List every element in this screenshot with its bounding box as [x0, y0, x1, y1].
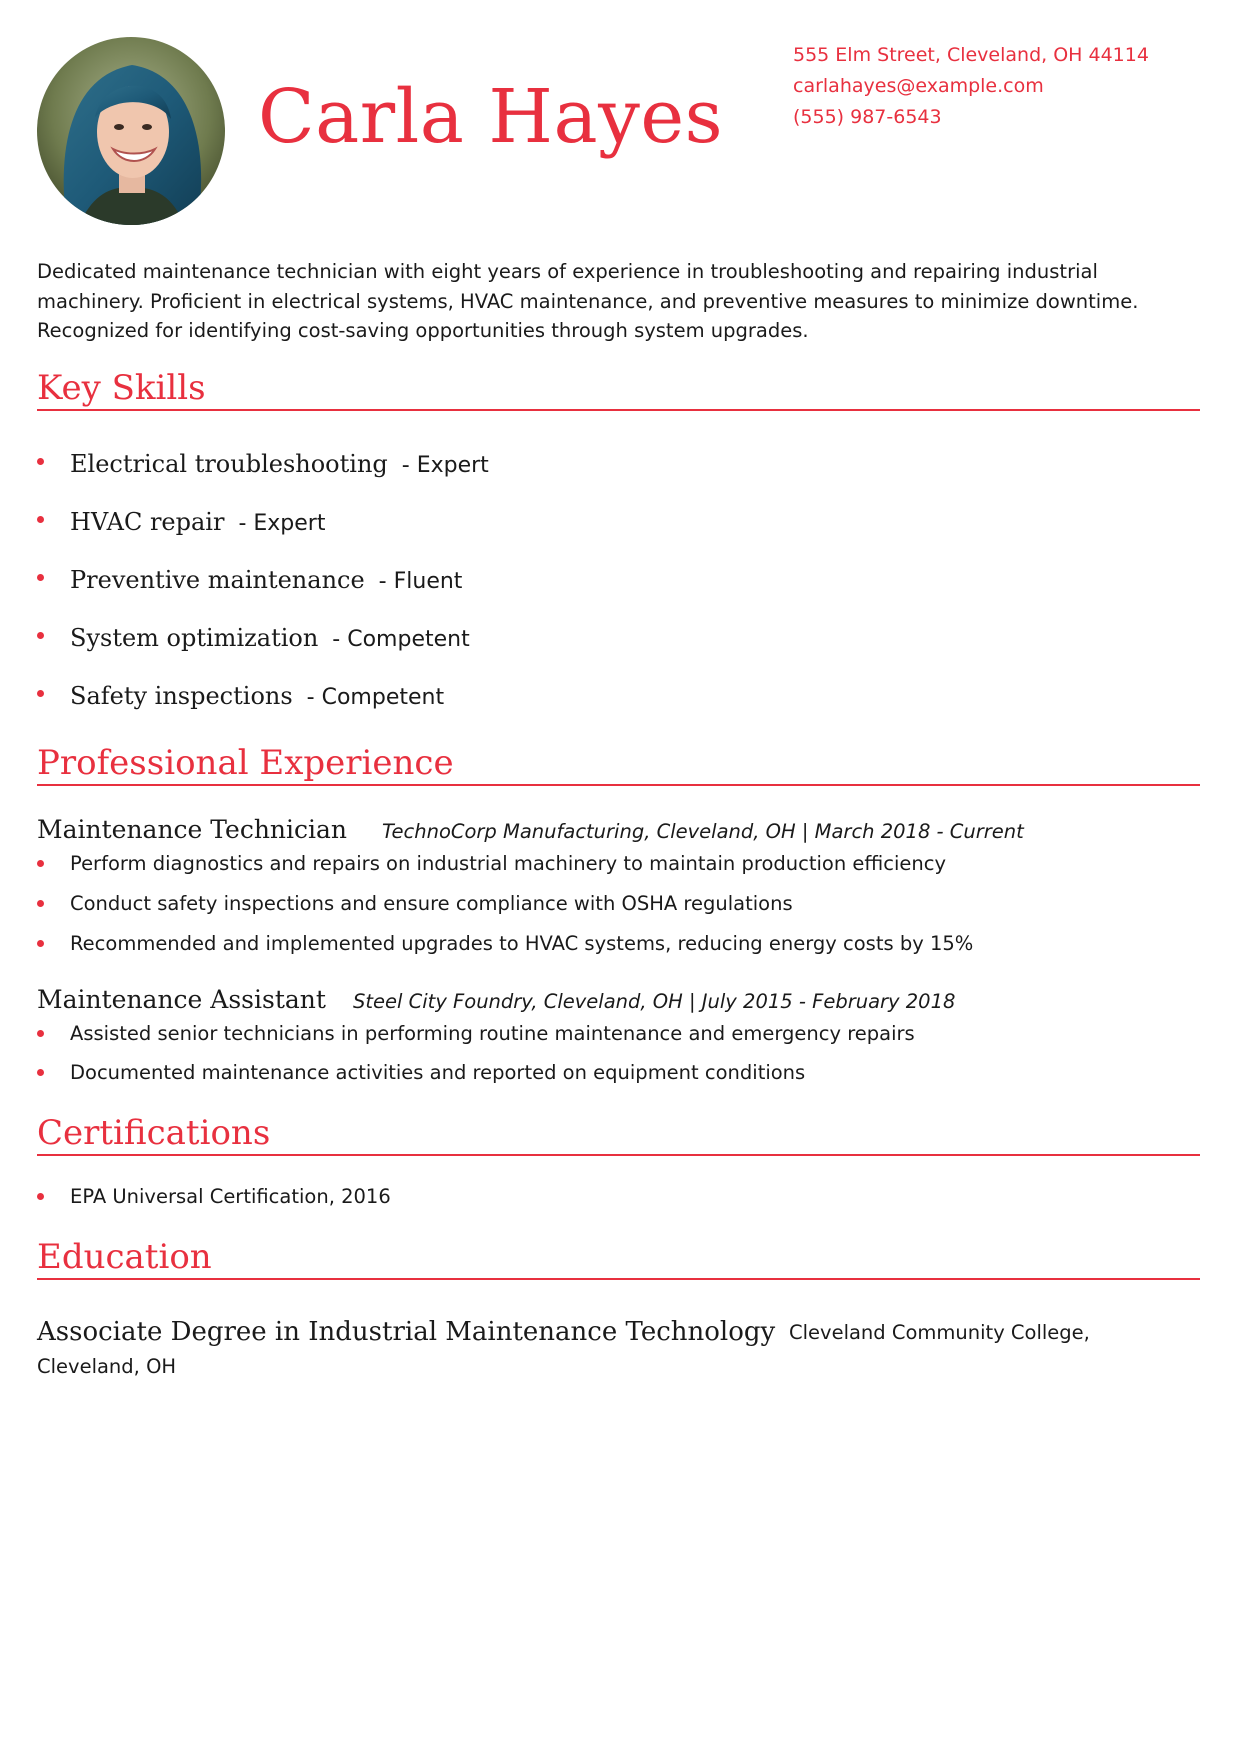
- experience-heading: Professional Experience: [37, 743, 454, 783]
- bullet-icon: [37, 632, 44, 639]
- school-name: Cleveland Community College,: [789, 1321, 1090, 1344]
- skill-item: [70, 624, 470, 652]
- bullet-icon: [37, 1030, 44, 1037]
- degree-name: Associate Degree in Industrial Maintenance Technology: [37, 1317, 776, 1347]
- job-meta: Steel City Foundry, Cleveland, OH | July 2015 - February 2018: [353, 990, 956, 1013]
- bullet-icon: [37, 690, 44, 697]
- job-bullet: Perform diagnostics and repairs on industrial machinery to maintain production efficiency: [70, 852, 946, 875]
- candidate-name: Carla Hayes: [258, 74, 724, 160]
- skill-name: Safety inspections: [70, 682, 293, 710]
- skill-level: - Expert: [401, 453, 489, 478]
- certification-item: EPA Universal Certification, 2016: [70, 1185, 391, 1208]
- job-title: Maintenance Assistant: [37, 985, 326, 1014]
- profile-summary: Dedicated maintenance technician with eight years of experience in troubleshooting and repairing industrial machinery. Proficient in electrical systems, HVAC maintenance, and preventive measures to minimize downtime. Recognized for identifying cost-saving opportunities through system upgrades.: [37, 260, 1139, 342]
- job-bullet: Conduct safety inspections and ensure compliance with OSHA regulations: [70, 892, 793, 915]
- bullet-icon: [37, 1069, 44, 1076]
- skills-heading: Key Skills: [37, 368, 206, 408]
- bullet-icon: [37, 900, 44, 907]
- bullet-icon: [37, 574, 44, 581]
- skill-level: - Fluent: [378, 569, 463, 594]
- bullet-icon: [37, 516, 44, 523]
- skill-name: Electrical troubleshooting: [70, 450, 388, 478]
- section-divider: [37, 1278, 1200, 1280]
- education-heading: Education: [37, 1237, 212, 1277]
- skill-name: Preventive maintenance: [70, 566, 365, 594]
- job-meta: TechnoCorp Manufacturing, Cleveland, OH | March 2018 - Current: [382, 820, 1024, 843]
- skill-level: - Expert: [238, 511, 326, 536]
- contact-info: [793, 40, 1149, 133]
- bullet-icon: [37, 860, 44, 867]
- job-bullet: Recommended and implemented upgrades to HVAC systems, reducing energy costs by 15%: [70, 932, 974, 955]
- skill-level: - Competent: [332, 627, 470, 652]
- profile-photo: [37, 37, 225, 225]
- job-title: Maintenance Technician: [37, 815, 348, 844]
- email-link[interactable]: carlahayes@example.com: [793, 75, 1044, 97]
- skill-item: [70, 450, 489, 478]
- section-divider: [37, 784, 1200, 786]
- skill-item: [70, 508, 325, 536]
- certifications-heading: Certifications: [37, 1113, 271, 1153]
- skill-name: System optimization: [70, 624, 319, 652]
- job-bullet: Assisted senior technicians in performing routine maintenance and emergency repairs: [70, 1022, 915, 1045]
- section-divider: [37, 409, 1200, 411]
- school-location: Cleveland, OH: [37, 1355, 177, 1378]
- skill-item: [70, 566, 462, 594]
- skill-item: [70, 682, 444, 710]
- phone-number: (555) 987-6543: [793, 106, 942, 128]
- skill-name: HVAC repair: [70, 508, 225, 536]
- bullet-icon: [37, 1193, 44, 1200]
- bullet-icon: [37, 940, 44, 947]
- job-bullet: Documented maintenance activities and reported on equipment conditions: [70, 1061, 806, 1084]
- section-divider: [37, 1154, 1200, 1156]
- skill-level: - Competent: [306, 685, 445, 710]
- address: 555 Elm Street, Cleveland, OH 44114: [793, 44, 1149, 66]
- bullet-icon: [37, 458, 44, 465]
